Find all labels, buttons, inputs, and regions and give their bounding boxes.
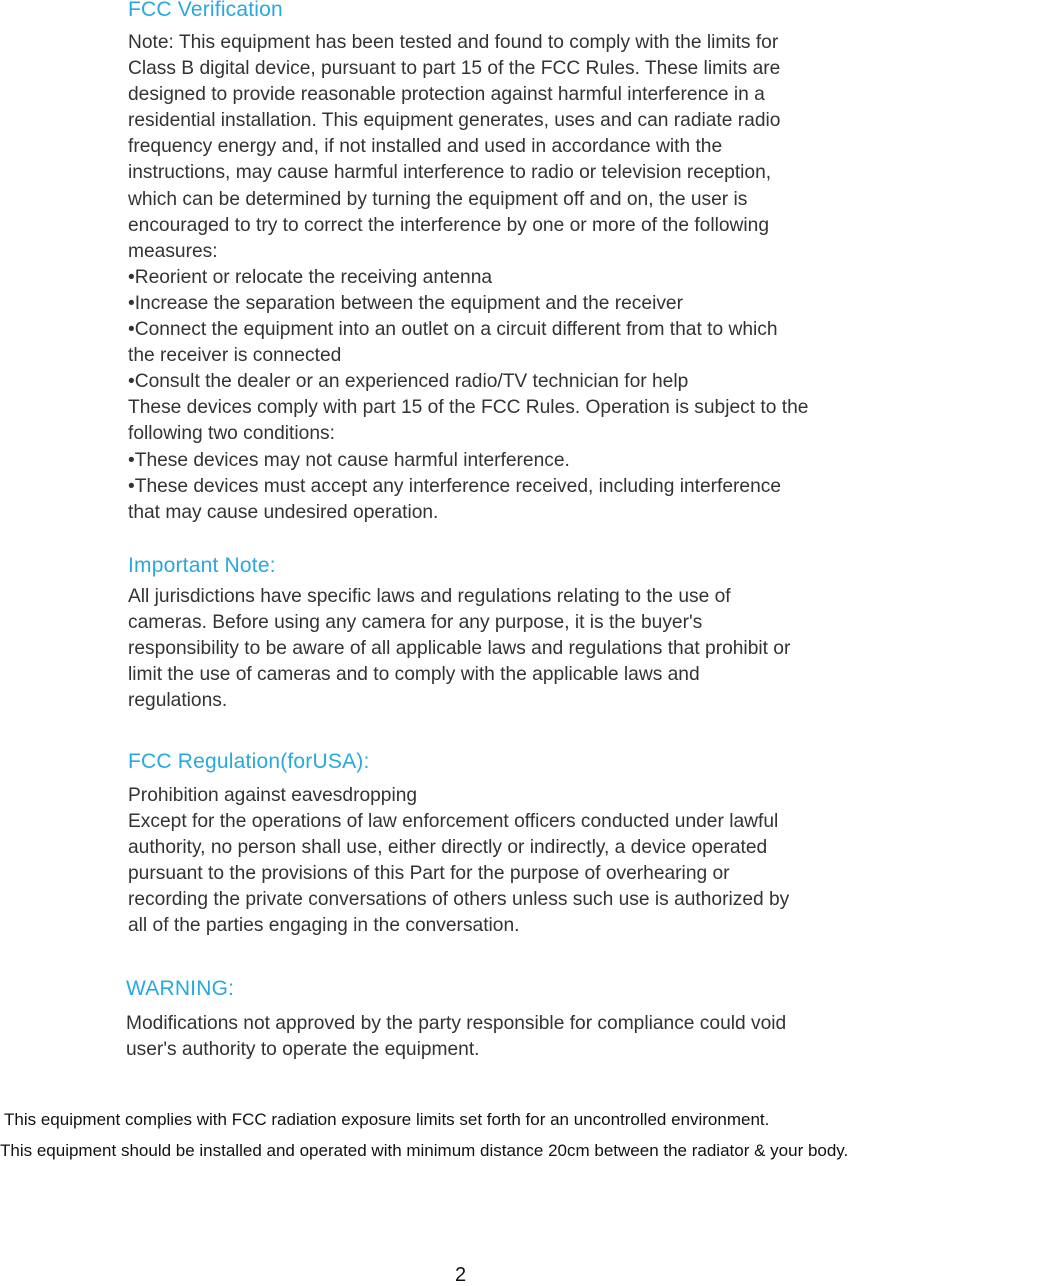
important-note-section bbox=[128, 553, 928, 714]
paragraph-line: frequency energy and, if not installed and used in accordance with the bbox=[128, 136, 723, 158]
paragraph-line: measures: bbox=[128, 240, 218, 262]
paragraph-line: Prohibition against eavesdropping bbox=[128, 785, 418, 806]
paragraph-line: Note: This equipment has been tested and found to comply with the limits for bbox=[128, 32, 779, 53]
paragraph-line: Except for the operations of law enforcement officers conducted under lawful bbox=[128, 811, 779, 833]
paragraph-line: regulations. bbox=[128, 690, 228, 712]
paragraph-line: designed to provide reasonable protection against harmful interference in a bbox=[128, 84, 765, 106]
bullet-item: •Increase the separation between the equipment and the receiver bbox=[128, 292, 683, 314]
fcc-verification-heading: FCC Verification bbox=[128, 0, 283, 21]
paragraph-line: authority, no person shall use, either directly or indirectly, a device operated bbox=[128, 837, 768, 859]
bullet-item: •Connect the equipment into an outlet on a circuit different from that to which bbox=[128, 319, 778, 341]
paragraph-line: pursuant to the provisions of this Part for the purpose of overhearing or bbox=[128, 863, 730, 885]
bullet-item: •These devices may not cause harmful interference. bbox=[128, 449, 570, 471]
paragraph-line: that may cause undesired operation. bbox=[128, 501, 439, 523]
paragraph-line: encouraged to try to correct the interference by one or more of the following bbox=[128, 214, 770, 236]
paragraph-line: All jurisdictions have specific laws and regulations relating to the use of bbox=[128, 586, 731, 607]
paragraph-line: These devices comply with part 15 of the FCC Rules. Operation is subject to the bbox=[128, 397, 809, 419]
fcc-regulation-section bbox=[128, 749, 928, 940]
bullet-item: •Reorient or relocate the receiving antenna bbox=[128, 266, 493, 288]
fcc-regulation-heading: FCC Regulation(forUSA): bbox=[128, 750, 370, 773]
warning-body bbox=[126, 1011, 926, 1063]
bullet-item: •Consult the dealer or an experienced radio/TV technician for help bbox=[128, 371, 689, 393]
fcc-regulation-body bbox=[128, 783, 928, 940]
fcc-verification-body bbox=[128, 30, 928, 526]
paragraph-line: residential installation. This equipment generates, uses and can radiate radio bbox=[128, 110, 781, 132]
footer-radiation-statement: This equipment complies with FCC radiation exposure limits set forth for an uncontrolled environment. bbox=[4, 1110, 770, 1129]
fcc-verification-section bbox=[128, 0, 928, 526]
paragraph-line: Class B digital device, pursuant to part 15 of the FCC Rules. These limits are bbox=[128, 58, 781, 80]
warning-section bbox=[126, 976, 926, 1063]
paragraph-line: user's authority to operate the equipment. bbox=[126, 1039, 480, 1061]
footer-distance-statement: This equipment should be installed and operated with minimum distance 20cm between the radiator & your body. bbox=[0, 1141, 849, 1160]
paragraph-line: cameras. Before using any camera for any purpose, it is the buyer's bbox=[128, 612, 703, 634]
important-note-heading: Important Note: bbox=[128, 554, 276, 577]
paragraph-line: responsibility to be aware of all applicable laws and regulations that prohibit or bbox=[128, 638, 791, 660]
important-note-body bbox=[128, 584, 928, 714]
paragraph-line: limit the use of cameras and to comply with the applicable laws and bbox=[128, 664, 700, 686]
warning-heading: WARNING: bbox=[126, 977, 235, 1000]
paragraph-line: which can be determined by turning the equipment off and on, the user is bbox=[128, 188, 748, 210]
paragraph-line: following two conditions: bbox=[128, 423, 335, 445]
page-number: 2 bbox=[455, 1264, 467, 1286]
paragraph-line: Modifications not approved by the party responsible for compliance could void bbox=[126, 1013, 787, 1034]
bullet-item: •These devices must accept any interference received, including interference bbox=[128, 475, 782, 497]
paragraph-line: recording the private conversations of others unless such use is authorized by bbox=[128, 889, 790, 911]
paragraph-line: instructions, may cause harmful interference to radio or television reception, bbox=[128, 162, 772, 184]
paragraph-line: the receiver is connected bbox=[128, 345, 342, 367]
paragraph-line: all of the parties engaging in the conversation. bbox=[128, 915, 520, 937]
